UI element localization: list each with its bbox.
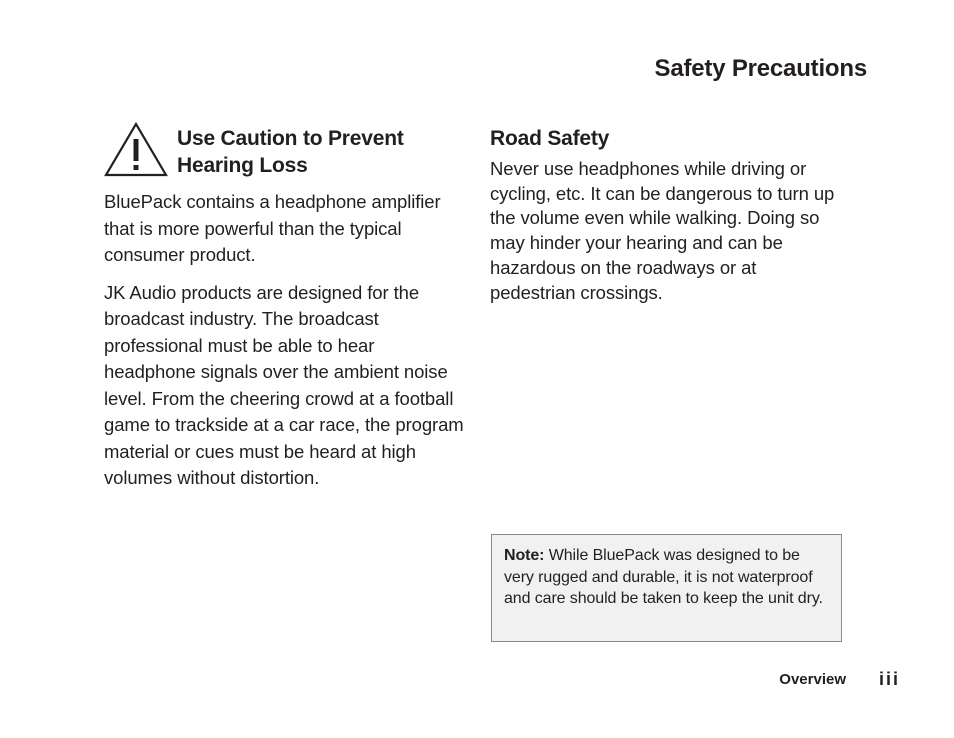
footer-section-name: Overview: [779, 671, 846, 688]
page-title: Safety Precautions: [654, 55, 867, 82]
road-safety-heading: Road Safety: [490, 127, 610, 150]
note-box: [491, 534, 842, 642]
hearing-paragraph-1: BluePack contains a headphone amplifier that is more powerful than the typical consumer product.: [104, 191, 441, 265]
hearing-paragraph-2: JK Audio products are designed for the broadcast industry. The broadcast professional must be able to hear headphone signals over the ambient noise level. From the cheering crowd at a football game to trackside at a car race, the program material or cues must be heard at high volumes without distortion.: [104, 281, 464, 488]
note-text: While BluePack was designed to be very rugged and durable, it is not waterproof and care should be taken to keep the unit dry.: [504, 547, 823, 607]
hearing-loss-heading: Use Caution to Prevent Hearing Loss: [177, 127, 404, 177]
road-safety-paragraph: Never use headphones while driving or cycling, etc. It can be dangerous to turn up the volume even while walking. Doing so may hinder your hearing and can be hazardous on the roadways or at pedestrian crossings.: [490, 158, 835, 303]
note-label: Note:: [504, 547, 545, 564]
page-number: iii: [878, 669, 900, 689]
warning-triangle-icon: [104, 121, 168, 177]
road-safety-section: [490, 125, 840, 305]
hearing-loss-section: [104, 189, 464, 503]
